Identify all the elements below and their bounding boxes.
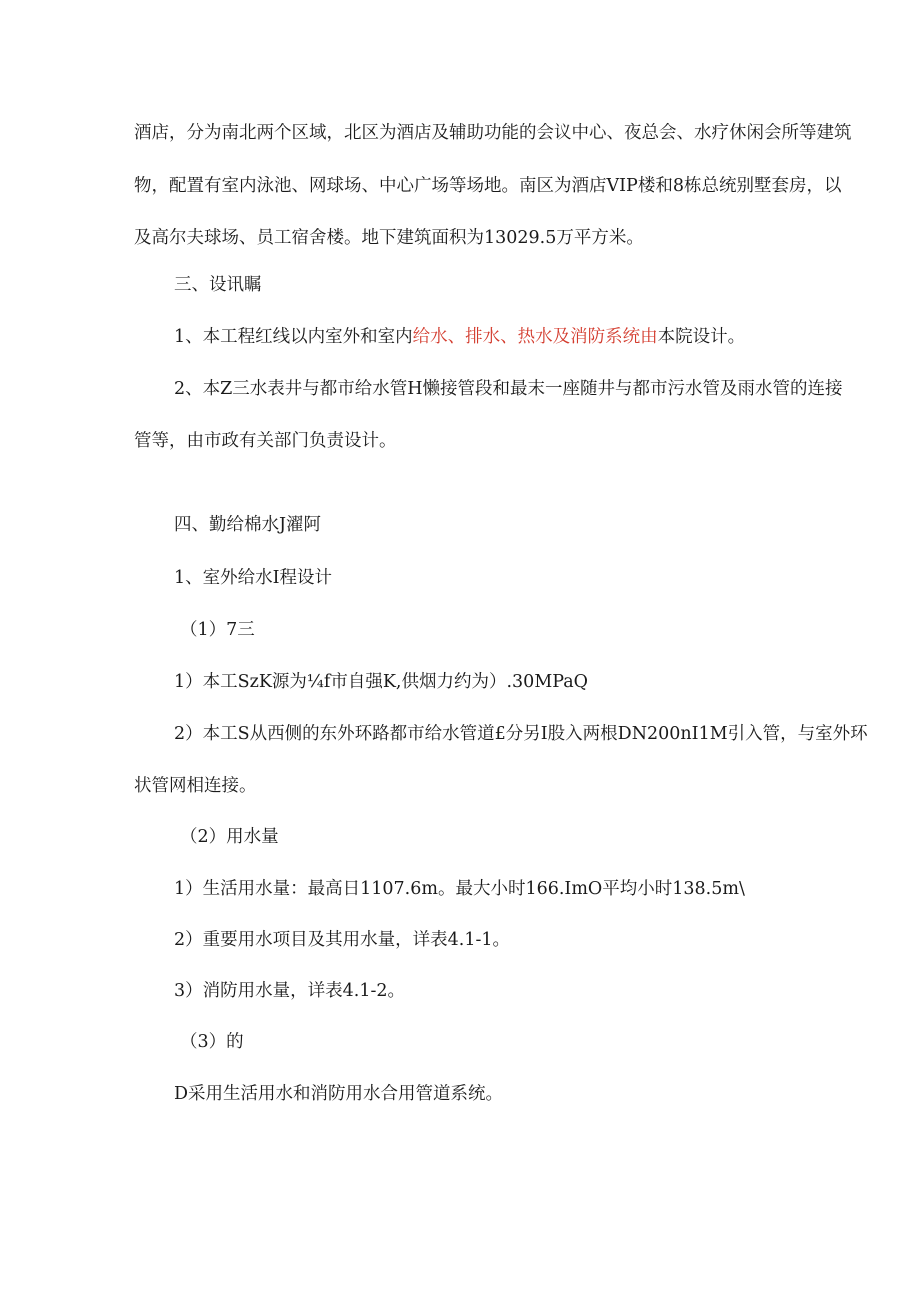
item-1-highlight: 给水、排水、热水及消防系统由 bbox=[412, 327, 658, 347]
item-1-prefix: 1、本工程红线以内室外和室内 bbox=[174, 327, 413, 347]
paragraph-water-source: 1）本工SzK源为¼f市自强K,供烟力约为）.30MPaQ bbox=[174, 672, 589, 692]
subsection-1-3-title: （3）的 bbox=[180, 1032, 244, 1052]
subsection-1-title: 1、室外给水I程设计 bbox=[174, 568, 333, 588]
intro-line-3: 及高尔夫球场、员工宿舍楼。地下建筑面积为13029.5万平方米。 bbox=[134, 228, 644, 248]
item-1-suffix: 本院设计。 bbox=[657, 327, 746, 347]
paragraph-inlet-pipe-line-1: 2）本工S从西侧的东外环路都市给水管道£分另I股入两根DN200nI1M引入管，与室外环 bbox=[174, 724, 868, 744]
system-item-1: D采用生活用水和消防用水合用管道系统。 bbox=[174, 1084, 504, 1104]
intro-line-1: 酒店，分为南北两个区域，北区为酒店及辅助功能的会议中心、夜总会、水疗休闲会所等建筑 bbox=[134, 123, 852, 143]
section-3-item-2-line-2: 管等，由市政有关部门负责设计。 bbox=[134, 431, 397, 451]
subsection-1-1-title: （1）7三 bbox=[180, 620, 255, 640]
subsection-1-2-title: （2）用水量 bbox=[180, 827, 279, 847]
water-usage-item-3: 3）消防用水量，详表4.1-2。 bbox=[174, 981, 406, 1001]
section-3-heading: 三、设讯瞩 bbox=[174, 275, 262, 295]
water-usage-item-2: 2）重要用水项目及其用水量，详表4.1-1。 bbox=[174, 930, 511, 950]
paragraph-inlet-pipe-line-2: 状管网相连接。 bbox=[134, 776, 257, 796]
section-4-heading: 四、勤给棉水J濯阿 bbox=[174, 515, 322, 535]
section-3-item-2-line-1: 2、本Z三水表井与都市给水管H懒接管段和最末一座随井与都市污水管及雨水管的连接 bbox=[174, 379, 843, 399]
water-usage-item-1: 1）生活用水量：最高日1107.6m。最大小时166.ImO平均小时138.5m\ bbox=[174, 879, 745, 899]
intro-line-2: 物，配置有室内泳池、网球场、中心广场等场地。南区为酒店VIP楼和8栋总统别墅套房，以 bbox=[134, 176, 842, 196]
section-3-item-1 bbox=[174, 325, 745, 349]
